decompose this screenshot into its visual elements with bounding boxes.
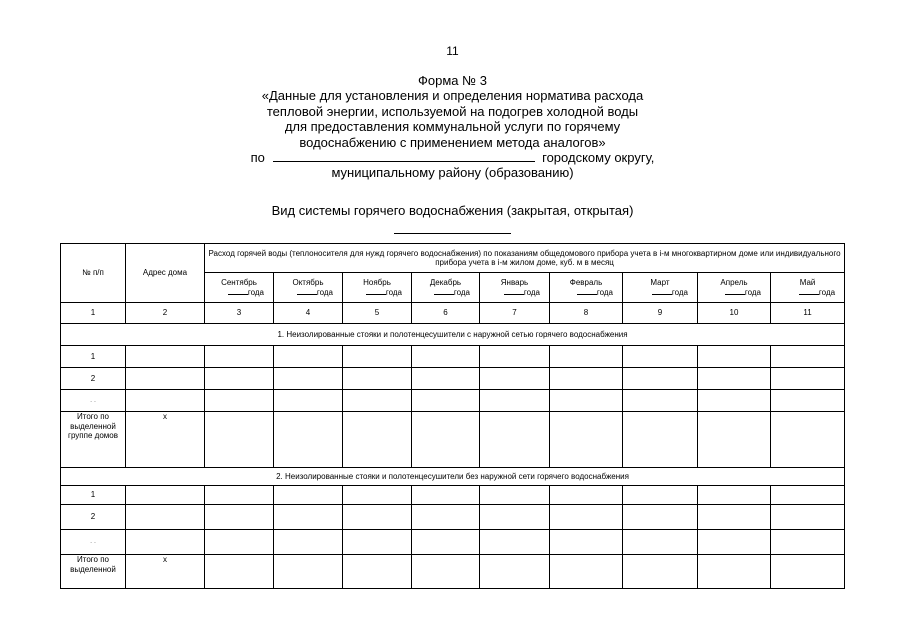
form-title-line-1: «Данные для установления и определения норматива расхода	[261, 88, 644, 104]
month-header-9	[771, 273, 845, 303]
data-cell[interactable]	[205, 346, 274, 368]
by-suffix: городскому округу,	[542, 150, 655, 166]
form-title-line-2: тепловой энергии, используемой на подогрев холодной воды	[266, 103, 639, 119]
data-cell[interactable]	[623, 368, 698, 390]
month-year	[206, 287, 272, 298]
month-year	[551, 287, 621, 298]
section-title-row	[61, 468, 845, 486]
col-address-header: Адрес дома	[126, 244, 205, 303]
data-cell[interactable]	[480, 486, 550, 505]
row-number: . .	[61, 390, 126, 412]
data-cell[interactable]	[698, 368, 771, 390]
data-cell[interactable]	[126, 486, 205, 505]
data-cell[interactable]	[480, 368, 550, 390]
data-cell[interactable]	[412, 346, 480, 368]
year-suffix: года	[818, 288, 836, 297]
data-cell[interactable]	[771, 390, 845, 412]
data-cell[interactable]	[623, 530, 698, 555]
month-name: Февраль	[569, 277, 603, 287]
data-cell[interactable]	[412, 555, 480, 589]
data-cell[interactable]	[126, 530, 205, 555]
data-cell[interactable]	[412, 530, 480, 555]
table-row	[61, 390, 845, 412]
data-cell[interactable]	[698, 555, 771, 589]
data-cell[interactable]	[623, 486, 698, 505]
month-year	[344, 287, 410, 298]
column-number-3: 3	[205, 303, 274, 324]
year-suffix: года	[316, 288, 333, 297]
column-number-1: 1	[61, 303, 126, 324]
data-cell[interactable]	[412, 486, 480, 505]
year-blank[interactable]	[504, 287, 524, 295]
year-blank[interactable]	[228, 287, 248, 295]
total-label: Итого по выделенной группе домов	[61, 412, 126, 468]
column-numbers-row	[61, 303, 845, 324]
page-number: 11	[446, 44, 459, 58]
data-cell[interactable]	[771, 555, 845, 589]
data-cell[interactable]	[205, 555, 274, 589]
data-cell[interactable]	[343, 486, 412, 505]
data-cell[interactable]	[205, 390, 274, 412]
data-cell[interactable]	[550, 555, 623, 589]
data-cell[interactable]	[274, 346, 343, 368]
table-row	[61, 346, 845, 368]
table-row	[61, 368, 845, 390]
data-cell[interactable]	[274, 390, 343, 412]
data-cell[interactable]	[343, 505, 412, 530]
row-number: 1	[61, 346, 126, 368]
data-cell[interactable]	[480, 555, 550, 589]
month-name: Сентябрь	[221, 277, 257, 287]
data-cell[interactable]	[205, 412, 274, 468]
section-title: 2. Неизолированные стояки и полотенцесушители без наружной сети горячего водоснабжения	[61, 468, 845, 486]
form-title-line-4: водоснабжению с применением метода аналогов»	[299, 134, 606, 150]
year-suffix: года	[385, 288, 402, 297]
year-suffix: года	[523, 288, 540, 297]
data-cell[interactable]	[274, 530, 343, 555]
year-suffix: года	[453, 288, 470, 297]
month-year	[413, 287, 478, 298]
data-cell[interactable]	[623, 412, 698, 468]
data-cell[interactable]	[274, 555, 343, 589]
year-blank[interactable]	[799, 287, 819, 295]
data-cell[interactable]	[274, 412, 343, 468]
data-cell[interactable]	[274, 486, 343, 505]
data-cell[interactable]	[623, 390, 698, 412]
data-cell[interactable]	[412, 412, 480, 468]
system-type-blank[interactable]	[0, 221, 905, 239]
data-cell[interactable]	[412, 390, 480, 412]
data-cell[interactable]	[480, 390, 550, 412]
data-cell[interactable]	[698, 486, 771, 505]
month-name: Январь	[500, 277, 529, 287]
data-cell[interactable]	[771, 530, 845, 555]
district-line: муниципальному району (образованию)	[331, 165, 574, 181]
column-number-4: 4	[274, 303, 343, 324]
column-number-7: 7	[480, 303, 550, 324]
year-blank[interactable]	[366, 287, 386, 295]
form-title-line-3: для предоставления коммунальной услуги по горячему	[284, 119, 621, 135]
data-cell[interactable]	[480, 412, 550, 468]
month-year	[624, 287, 696, 298]
form-heading	[0, 73, 905, 181]
data-cell[interactable]	[698, 505, 771, 530]
data-cell[interactable]	[205, 486, 274, 505]
data-cell[interactable]	[343, 390, 412, 412]
data-cell[interactable]	[274, 505, 343, 530]
data-cell[interactable]	[412, 368, 480, 390]
year-suffix: года	[671, 288, 688, 297]
column-number-6: 6	[412, 303, 480, 324]
data-cell[interactable]	[623, 555, 698, 589]
column-number-8: 8	[550, 303, 623, 324]
month-name: Март	[650, 277, 670, 287]
data-cell[interactable]	[698, 412, 771, 468]
month-name: Декабрь	[429, 277, 462, 287]
month-name: Ноябрь	[363, 277, 391, 287]
month-year	[481, 287, 548, 298]
month-year	[699, 287, 769, 298]
total-mark: х	[126, 412, 205, 468]
month-header-6	[550, 273, 623, 303]
total-row	[61, 555, 845, 589]
data-cell[interactable]	[126, 390, 205, 412]
consumption-group-header: Расход горячей воды (теплоносителя для нужд горячего водоснабжения) по показаниям общедомового прибора учета в i-м многоквартирном доме или индивидуального прибора учета в i-м жилом доме, куб. м в месяц	[205, 244, 845, 273]
data-cell[interactable]	[698, 530, 771, 555]
data-cell[interactable]	[205, 505, 274, 530]
month-year	[275, 287, 341, 298]
table-row	[61, 505, 845, 530]
year-suffix: года	[744, 288, 761, 297]
data-cell[interactable]	[550, 412, 623, 468]
year-suffix: года	[596, 288, 613, 297]
month-name: Октябрь	[292, 277, 324, 287]
data-cell[interactable]	[343, 368, 412, 390]
row-number: 1	[61, 486, 126, 505]
table-row	[61, 486, 845, 505]
header-row-1	[61, 244, 845, 273]
data-cell[interactable]	[126, 368, 205, 390]
column-number-2: 2	[126, 303, 205, 324]
month-header-4	[412, 273, 480, 303]
column-number-9: 9	[623, 303, 698, 324]
data-cell[interactable]	[480, 530, 550, 555]
data-cell[interactable]	[550, 505, 623, 530]
month-name: Май	[799, 277, 816, 287]
year-blank[interactable]	[577, 287, 597, 295]
data-cell[interactable]	[274, 368, 343, 390]
data-cell[interactable]	[550, 530, 623, 555]
water-consumption-table	[60, 243, 845, 589]
data-cell[interactable]	[412, 505, 480, 530]
data-cell[interactable]	[771, 412, 845, 468]
by-prefix: по	[250, 150, 265, 166]
section-title: 1. Неизолированные стояки и полотенцесушители с наружной сетью горячего водоснабжения	[61, 324, 845, 346]
total-mark: х	[126, 555, 205, 589]
col-num-header: № п/п	[61, 244, 126, 303]
data-cell[interactable]	[623, 346, 698, 368]
data-cell[interactable]	[698, 346, 771, 368]
data-cell[interactable]	[550, 486, 623, 505]
total-label: Итого по выделенной	[61, 555, 126, 589]
year-blank[interactable]	[297, 287, 317, 295]
data-cell[interactable]	[550, 368, 623, 390]
column-number-5: 5	[343, 303, 412, 324]
data-cell[interactable]	[480, 505, 550, 530]
year-blank[interactable]	[434, 287, 454, 295]
data-cell[interactable]	[698, 390, 771, 412]
month-header-3	[343, 273, 412, 303]
row-number: . .	[61, 530, 126, 555]
month-header-7	[623, 273, 698, 303]
total-row	[61, 412, 845, 468]
data-cell[interactable]	[205, 368, 274, 390]
column-number-11: 11	[771, 303, 845, 324]
system-type-label: Вид системы горячего водоснабжения (закрытая, открытая)	[271, 203, 634, 218]
data-cell[interactable]	[205, 530, 274, 555]
data-cell[interactable]	[343, 346, 412, 368]
month-header-8	[698, 273, 771, 303]
data-cell[interactable]	[126, 346, 205, 368]
month-header-2	[274, 273, 343, 303]
section-title-row	[61, 324, 845, 346]
row-number: 2	[61, 368, 126, 390]
municipality-line	[0, 150, 905, 165]
data-cell[interactable]	[126, 505, 205, 530]
data-cell[interactable]	[771, 368, 845, 390]
month-year	[772, 287, 843, 298]
month-header-1	[205, 273, 274, 303]
table-row	[61, 530, 845, 555]
row-number: 2	[61, 505, 126, 530]
data-cell[interactable]	[480, 346, 550, 368]
month-name: Апрель	[720, 277, 748, 287]
data-cell[interactable]	[343, 530, 412, 555]
data-cell[interactable]	[771, 486, 845, 505]
municipality-blank-field[interactable]	[273, 150, 535, 162]
data-cell[interactable]	[550, 346, 623, 368]
data-cell[interactable]	[771, 505, 845, 530]
year-blank[interactable]	[652, 287, 672, 295]
data-cell[interactable]	[343, 412, 412, 468]
month-header-5	[480, 273, 550, 303]
year-blank[interactable]	[725, 287, 745, 295]
data-cell[interactable]	[771, 346, 845, 368]
data-cell[interactable]	[623, 505, 698, 530]
data-cell[interactable]	[550, 390, 623, 412]
column-number-10: 10	[698, 303, 771, 324]
year-suffix: года	[247, 288, 264, 297]
data-cell[interactable]	[343, 555, 412, 589]
form-title: Форма № 3	[418, 73, 487, 88]
